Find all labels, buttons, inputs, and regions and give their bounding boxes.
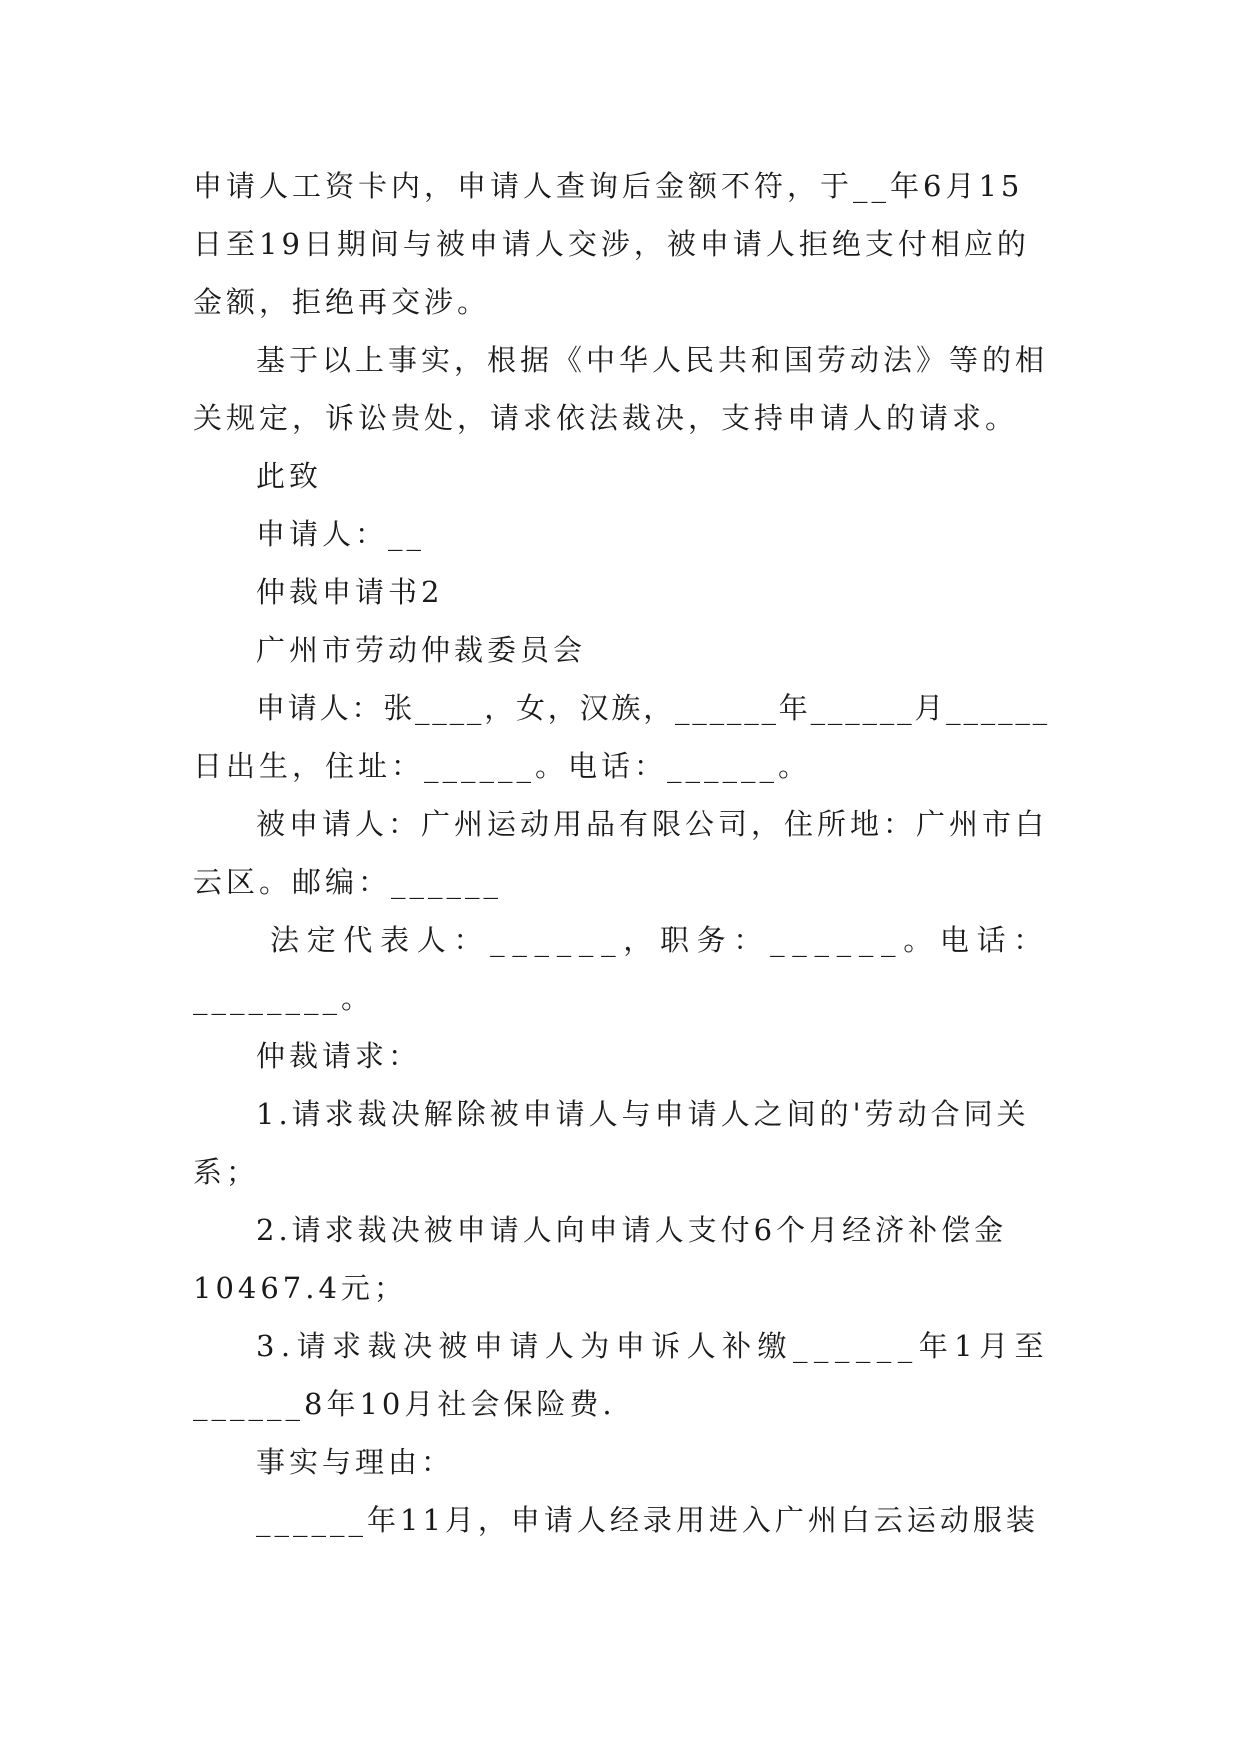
text-line: 10467.4元；	[193, 1271, 407, 1305]
section-heading: 事实与理由：	[256, 1445, 455, 1479]
applicant-signature: 申请人：__	[256, 517, 426, 551]
text-line: ______年11月，申请人经录用进入广州白云运动服装	[256, 1503, 1039, 1537]
text-line: 日出生，住址：______。电话：______。	[193, 749, 812, 783]
salutation: 此致	[256, 459, 323, 493]
text-line: 系；	[193, 1155, 260, 1189]
text-line: ________。	[193, 981, 375, 1015]
text-line: 日至19日期间与被申请人交涉，被申请人拒绝支付相应的	[193, 227, 1030, 261]
text-line: 法定代表人：______，职务：______。电话：	[270, 923, 1050, 957]
text-line: 申请人：张____，女，汉族，______年______月______	[256, 691, 1050, 725]
section-title: 仲裁申请书2	[256, 575, 444, 609]
text-line: 金额，拒绝再交涉。	[193, 285, 491, 319]
recipient: 广州市劳动仲裁委员会	[256, 633, 587, 667]
text-line: 关规定，诉讼贵处，请求依法裁决，支持申请人的请求。	[193, 401, 1019, 435]
text-line: 1.请求裁决解除被申请人与申请人之间的'劳动合同关	[256, 1097, 1030, 1131]
text-line: 云区。邮编：______	[193, 865, 503, 899]
section-heading: 仲裁请求：	[256, 1039, 422, 1073]
text-line: ______8年10月社会保险费.	[193, 1387, 616, 1421]
text-line: 被申请人：广州运动用品有限公司，住所地：广州市白	[256, 807, 1049, 841]
text-line: 2.请求裁决被申请人向申请人支付6个月经济补偿金	[256, 1213, 1008, 1247]
text-line: 3.请求裁决被申请人为申诉人补缴______年1月至	[256, 1329, 1050, 1363]
text-line: 基于以上事实，根据《中华人民共和国劳动法》等的相	[256, 343, 1049, 377]
text-line: 申请人工资卡内，申请人查询后金额不符，于__年6月15	[193, 169, 1024, 203]
